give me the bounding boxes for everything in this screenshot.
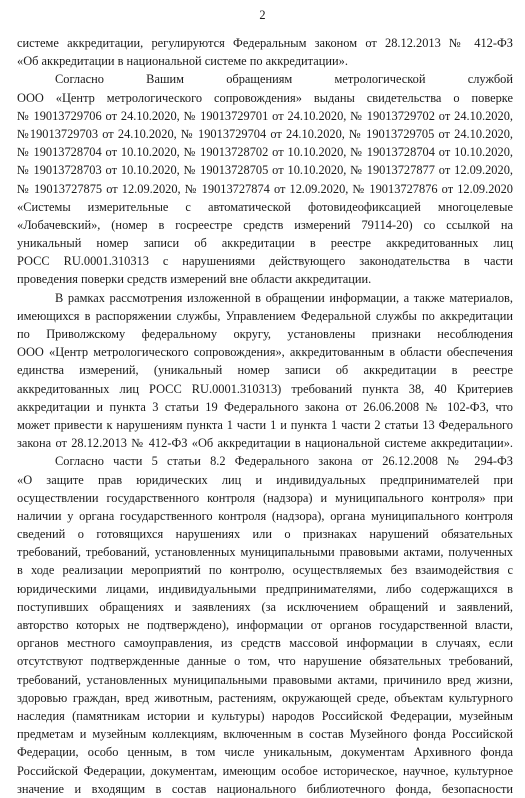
text-line: ООО «Центр метрологического сопровождения» выданы свидетельства о поверке bbox=[17, 90, 513, 105]
text-line: предметам и музейным коллекциям, включенным в состав Музейного фонда Российской bbox=[17, 727, 513, 742]
text-line: проведения поверки средств измерений вне области аккредитации. bbox=[17, 272, 372, 287]
text-line: ООО «Центр метрологического сопровождения», аккредитованным в области обеспечения bbox=[17, 345, 513, 360]
text-line: № 19013727875 от 12.09.2020, № 19013727874 от 12.09.2020, № 19013727876 от 12.09.2020 bbox=[17, 181, 513, 196]
text-line: юридическими лицами, индивидуальными предпринимателями, либо содержащихся в bbox=[17, 581, 513, 596]
text-line: Согласно части 5 статьи 8.2 Федерального закона от 26.12.2008 № 294-ФЗ bbox=[55, 454, 513, 469]
paragraph-accreditation-law bbox=[17, 34, 513, 70]
text-line: системе аккредитации, регулируются Федеральным законом от 28.12.2013 № 412-ФЗ bbox=[17, 36, 513, 50]
paragraph-review-findings bbox=[17, 289, 513, 453]
text-line: Согласно Вашим обращениям метрологической службой bbox=[55, 72, 513, 87]
text-line: Федерации, особо ценным, в том числе уникальным, документам Архивного фонда bbox=[17, 745, 513, 760]
text-line: сведений о готовящихся нарушениях или о признаках нарушений обязательных bbox=[17, 527, 513, 542]
document-body bbox=[17, 34, 513, 798]
text-line: наличии у органа государственного контроля (надзора), органа муниципального контроля bbox=[17, 508, 513, 523]
text-line: № 19013729706 от 24.10.2020, № 19013729701 от 24.10.2020, № 19013729702 от 24.10.2020, bbox=[17, 108, 513, 123]
text-line: аккредитованных лиц РОСС RU.0001.310313) требований пункта 38, 40 Критериев bbox=[17, 381, 513, 396]
text-line: «Об аккредитации в национальной системе по аккредитации». bbox=[17, 54, 348, 69]
text-line: № 19013728703 от 10.10.2020, № 19013728705 от 10.10.2020, № 19013727877 от 12.09.2020, bbox=[17, 163, 513, 178]
text-line: требований, требований, установленных муниципальными правовыми актами, полученных bbox=[17, 545, 513, 560]
text-line: требований, установленных муниципальными правовыми актами, причинило вред жизни, bbox=[17, 672, 513, 687]
text-line: поступивших обращениях и заявлениях (за исключением обращений и заявлений, bbox=[17, 599, 513, 614]
text-line: может привести к нарушениям пункта 1 части 1 и пункта 1 части 2 статьи 13 Федерального bbox=[17, 417, 513, 432]
text-line: органов местного самоуправления, из средств массовой информации в случаях, если bbox=[17, 636, 513, 651]
text-line: значение и входящим в состав национального библиотечного фонда, безопасности bbox=[17, 781, 513, 796]
paragraph-law-294 bbox=[17, 452, 513, 798]
text-line: «Системы измерительные с автоматической фотовидеофиксацией многоцелевые bbox=[17, 199, 513, 214]
text-line: «О защите прав юридических лиц и индивидуальных предпринимателей при bbox=[17, 472, 513, 487]
text-line: имеющихся в распоряжении службы, Управлением Федеральной службы по аккредитации bbox=[17, 308, 513, 323]
text-line: РОСС RU.0001.310313 с нарушениями действующего законодательства в части bbox=[17, 254, 513, 269]
text-line: Российской Федерации, документам, имеющим особое историческое, научное, культурное bbox=[17, 763, 513, 778]
text-line: авторство которых не подтверждено), информации от органов государственной власти, bbox=[17, 618, 513, 632]
text-line: в ходе реализации мероприятий по контролю, осуществляемых без взаимодействия с bbox=[17, 563, 513, 578]
paragraph-certificates bbox=[17, 70, 513, 288]
text-line: № 19013728704 от 10.10.2020, № 19013728702 от 10.10.2020, № 19013728704 от 10.10.2020, bbox=[17, 145, 513, 160]
text-line: единства измерений, (уникальный номер записи об аккредитации в реестре bbox=[17, 363, 513, 378]
text-line: В рамках рассмотрения изложенной в обращении информации, а также материалов, bbox=[55, 290, 513, 305]
text-line: наследия (памятникам истории и культуры) народов Российской Федерации, музейным bbox=[17, 708, 513, 723]
text-line: здоровью граждан, вред животным, растениям, окружающей среде, объектам культурного bbox=[17, 690, 513, 705]
text-line: «Лобачевский», (номер в госреестре средств измерений 79114-20) со ссылкой на bbox=[17, 217, 513, 232]
text-line: отсутствуют подтвержденные данные о том, что нарушение обязательных требований, bbox=[17, 654, 513, 669]
page-number: 2 bbox=[259, 8, 266, 22]
text-line: закона от 28.12.2013 № 412-ФЗ «Об аккредитации в национальной системе аккредитации». bbox=[17, 436, 513, 451]
text-line: по Приволжскому федеральному округу, установлены признаки несоблюдения bbox=[17, 327, 513, 341]
text-line: уникальный номер записи об аккредитации в реестре аккредитованных лиц bbox=[17, 236, 513, 251]
text-line: аккредитации и пункта 3 статьи 19 Федерального закона от 26.06.2008 № 102-ФЗ, что bbox=[17, 399, 513, 414]
text-line: осуществлении государственного контроля (надзора) и муниципального контроля» при bbox=[17, 490, 513, 505]
text-line: №19013729703 от 24.10.2020, № 19013729704 от 24.10.2020, № 19013729705 от 24.10.2020, bbox=[17, 126, 513, 141]
